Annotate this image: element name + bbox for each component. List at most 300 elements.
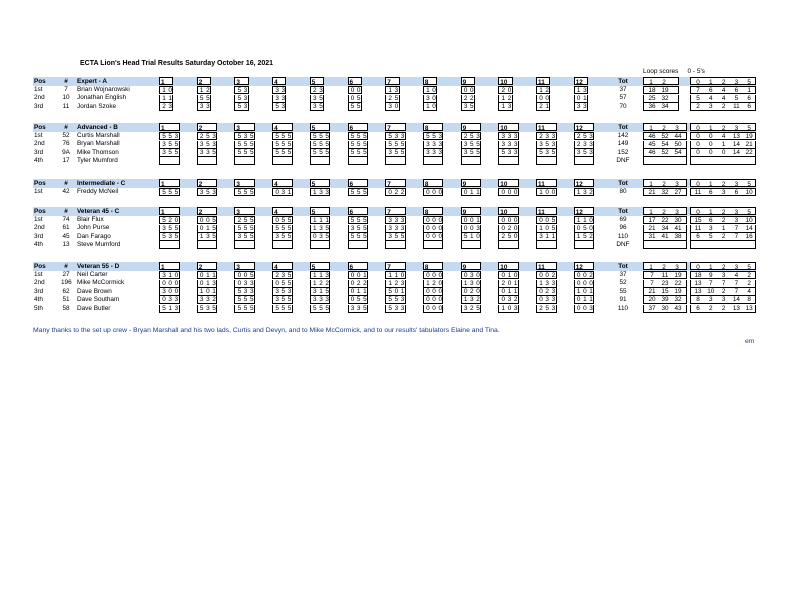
- loop-totals-box: [643, 188, 687, 196]
- loop-score: 3: [394, 217, 399, 225]
- loop-score: 5: [243, 217, 248, 225]
- loop-totals-box: [643, 305, 687, 313]
- section-score-box: [498, 157, 519, 165]
- loop-total: 31: [648, 232, 656, 240]
- loop-score: 5: [356, 102, 361, 110]
- rider-number: 9A: [62, 148, 70, 156]
- rider-row: [33, 94, 756, 102]
- loop-score: 3: [206, 102, 210, 110]
- loop-score: 5: [388, 133, 392, 141]
- loop-score: 0: [199, 279, 204, 287]
- footer-note: Many thanks to the set up crew - Bryan Marshall and his two lads, Curtis and Devyn, and to Mike McCormick, and to our results' tabulators Elaine and Tina.: [33, 327, 500, 334]
- loop-score: 5: [243, 224, 248, 232]
- section-header-box: [310, 179, 331, 187]
- fives-count: 0: [721, 148, 726, 156]
- loop-score: 5: [356, 296, 361, 304]
- loop-score: 5: [350, 189, 355, 197]
- loop-score: 5: [250, 133, 254, 141]
- rider-number: 17: [62, 157, 70, 165]
- loop-score: 5: [281, 217, 286, 225]
- loop-score: 5: [325, 148, 329, 156]
- section-score-box: [234, 216, 255, 224]
- loop-score: 1: [576, 87, 581, 95]
- loop-score: 3: [313, 102, 317, 110]
- loop-total: 22: [674, 279, 682, 287]
- fives-count: 4: [734, 272, 739, 280]
- loop-score: 3: [199, 140, 204, 148]
- section-header-box: [574, 123, 595, 131]
- loop-score: 0: [432, 232, 436, 240]
- loop-score: 3: [275, 296, 279, 304]
- section-number: 9: [462, 209, 467, 217]
- fives-count: 1: [747, 87, 751, 95]
- section-header-box: [159, 123, 180, 131]
- loop-score: 0: [539, 287, 543, 295]
- section-score-box: [385, 233, 406, 241]
- loop-score: 5: [470, 148, 474, 156]
- section-number: 11: [538, 79, 545, 87]
- loop-number: 1: [649, 209, 653, 217]
- loop-score: 5: [545, 140, 549, 148]
- section-score-box: [159, 233, 180, 241]
- loop-score: 5: [363, 217, 367, 225]
- section-score-box: [423, 141, 444, 149]
- section-score-box: [310, 188, 331, 196]
- section-score-box: [574, 233, 595, 241]
- loop-score: 1: [539, 224, 543, 232]
- loop-score: 0: [243, 272, 248, 280]
- loop-score: 5: [237, 296, 242, 304]
- loop-score: 5: [250, 296, 254, 304]
- fives-count: 2: [721, 232, 726, 240]
- loop-score: 1: [313, 272, 317, 280]
- fives-number: 5: [747, 125, 751, 133]
- section-score-box: [159, 188, 180, 196]
- section-header-box: [272, 179, 293, 187]
- section-score-box: [461, 305, 482, 313]
- loop-number: 2: [662, 209, 666, 217]
- loop-score: 0: [513, 272, 518, 280]
- rider-total: 110: [617, 304, 629, 312]
- loop-score: 0: [463, 287, 468, 295]
- section-number: 11: [538, 264, 545, 272]
- loop-score: 0: [476, 287, 480, 295]
- loop-score: 3: [243, 133, 248, 141]
- section-score-box: [536, 149, 557, 157]
- section-score-box: [461, 188, 482, 196]
- loop-score: 3: [394, 87, 399, 95]
- section-score-box: [272, 149, 293, 157]
- section-number: 12: [575, 181, 583, 189]
- loop-score: 0: [470, 224, 474, 232]
- loop-score: 5: [212, 232, 216, 240]
- loop-score: 0: [545, 189, 549, 197]
- section-header-box: [159, 77, 173, 85]
- fives-count: 6: [747, 94, 751, 102]
- loop-score: 5: [350, 133, 355, 141]
- loop-score: 0: [426, 287, 430, 295]
- section-score-box: [272, 103, 286, 111]
- loop-score: 3: [281, 102, 286, 110]
- section-header-box: [385, 123, 406, 131]
- rider-name: Tyler Mumford: [77, 157, 118, 165]
- loop-score: 3: [583, 189, 587, 197]
- loop-score: 5: [168, 133, 172, 141]
- section-number: 6: [349, 181, 354, 189]
- loop-score: 0: [501, 217, 506, 225]
- loop-score: 3: [513, 133, 518, 141]
- section-score-box: [574, 216, 595, 224]
- loop-score: 5: [168, 140, 172, 148]
- loop-score: 3: [539, 140, 543, 148]
- rider-name: Mike McCormick: [77, 279, 125, 287]
- loop-totals-box: [643, 225, 687, 233]
- loop-score: 5: [275, 133, 279, 141]
- loop-score: 1: [168, 304, 172, 312]
- fives-number: 0: [696, 125, 700, 133]
- loop-score: 5: [356, 189, 361, 197]
- loop-score: 3: [476, 133, 480, 141]
- fives-count: 11: [694, 189, 702, 197]
- section-score-box: [498, 132, 519, 140]
- fives-count: 14: [745, 224, 753, 232]
- section-number: 1: [161, 209, 165, 217]
- loop-score: 5: [206, 189, 210, 197]
- fives-count: 6: [696, 304, 700, 312]
- loop-total: 39: [661, 296, 669, 304]
- loop-score: 0: [576, 279, 581, 287]
- fives-count-box: [690, 296, 756, 304]
- loop-score: 2: [325, 279, 329, 287]
- loop-score: 3: [168, 102, 172, 110]
- loop-score: 1: [589, 287, 593, 295]
- loop-score: 5: [470, 102, 474, 110]
- loop-score: 1: [363, 272, 367, 280]
- fives-count: 9: [709, 272, 713, 280]
- loop-totals-box: [643, 241, 687, 249]
- fives-count-box: [690, 95, 756, 103]
- class-header-row: [33, 207, 756, 216]
- loop-score: 2: [589, 189, 593, 197]
- fives-count: 13: [745, 304, 753, 312]
- rider-row: [33, 288, 756, 296]
- loop-score: 1: [501, 304, 506, 312]
- loop-score: 1: [551, 232, 556, 240]
- section-score-box: [159, 305, 180, 313]
- rider-name: Dan Farago: [77, 232, 111, 240]
- section-score-box: [234, 280, 255, 288]
- section-score-box: [197, 188, 218, 196]
- loop-score: 5: [237, 94, 242, 102]
- loop-score: 5: [206, 94, 210, 102]
- section-header-box: [423, 179, 444, 187]
- loop-score: 3: [250, 287, 254, 295]
- loop-score: 5: [174, 189, 179, 197]
- section-score-box: [461, 225, 482, 233]
- section-number: 10: [500, 79, 508, 87]
- fives-number: 3: [734, 264, 739, 272]
- loop-score: 5: [583, 232, 587, 240]
- loop-score: 0: [162, 296, 166, 304]
- section-score-box: [385, 86, 399, 94]
- loop-score: 5: [319, 133, 323, 141]
- section-score-box: [272, 280, 293, 288]
- loop-score: 5: [243, 304, 248, 312]
- fives-number: 1: [709, 125, 713, 133]
- rider-number: 58: [62, 304, 70, 312]
- section-score-box: [423, 157, 444, 165]
- rider-name: Blair Flux: [77, 216, 104, 223]
- loop-score: 5: [250, 232, 254, 240]
- loop-score: 5: [250, 140, 254, 148]
- section-score-box: [310, 216, 331, 224]
- rider-row: [33, 103, 756, 111]
- section-score-box: [159, 216, 180, 224]
- section-header-box: [348, 207, 369, 215]
- loop-score: 2: [470, 304, 474, 312]
- section-score-box: [423, 233, 444, 241]
- section-score-box: [498, 271, 519, 279]
- rider-row: [33, 188, 756, 196]
- loop-score: 5: [199, 304, 204, 312]
- section-score-box: [348, 95, 362, 103]
- loop-score: 5: [287, 296, 292, 304]
- loop-score: 5: [237, 224, 242, 232]
- section-number: 7: [387, 181, 391, 189]
- fives-number: 2: [721, 79, 726, 87]
- loop-score: 0: [470, 87, 474, 95]
- loop-score: 0: [438, 217, 443, 225]
- loop-totals-box: [643, 280, 687, 288]
- fives-number: 0: [696, 181, 700, 189]
- loop-score: 5: [168, 148, 172, 156]
- section-header-box: [159, 207, 180, 215]
- rider-position: 1st: [34, 132, 43, 139]
- section-number: 2: [198, 125, 203, 133]
- loop-score: 1: [388, 87, 392, 95]
- section-number: 6: [349, 209, 354, 217]
- loop-score: 3: [275, 232, 279, 240]
- loop-total: 21: [648, 287, 656, 295]
- section-score-box: [423, 271, 444, 279]
- loop-score: 5: [394, 148, 399, 156]
- loop-score: 1: [539, 189, 543, 197]
- loop-score: 1: [168, 272, 172, 280]
- section-score-box: [574, 86, 588, 94]
- loop-score: 0: [394, 102, 399, 110]
- rider-total: 91: [619, 296, 627, 304]
- loop-score: 5: [237, 148, 242, 156]
- rider-row: [33, 271, 756, 279]
- section-score-box: [272, 188, 293, 196]
- fives-count: 8: [696, 296, 700, 304]
- loop-score: 5: [250, 272, 254, 280]
- loop-total: 46: [648, 148, 656, 156]
- loop-score: 3: [576, 148, 581, 156]
- loop-score: 2: [400, 189, 405, 197]
- fives-count: 22: [745, 148, 753, 156]
- fives-number: 0: [696, 79, 700, 87]
- loop-score: 0: [476, 279, 480, 287]
- loop-score: 5: [237, 304, 242, 312]
- section-score-box: [197, 288, 218, 296]
- section-score-box: [234, 157, 255, 165]
- rider-name: Jonathan English: [77, 94, 127, 102]
- fives-count: 1: [721, 140, 726, 148]
- loops-header-box: [643, 179, 687, 187]
- loop-score: 5: [325, 287, 329, 295]
- loop-total: 44: [674, 133, 682, 141]
- section-header-box: [461, 207, 482, 215]
- section-score-box: [272, 296, 293, 304]
- section-number: 1: [161, 79, 165, 87]
- fives-number: 5: [747, 264, 751, 272]
- loop-total: 32: [661, 94, 669, 102]
- loop-score: 5: [281, 232, 286, 240]
- loop-score: 0: [426, 304, 430, 312]
- loop-score: 5: [470, 140, 474, 148]
- section-header-box: [197, 77, 211, 85]
- rider-total: 142: [617, 132, 629, 139]
- loop-score: 3: [206, 304, 210, 312]
- loop-score: 5: [174, 148, 179, 156]
- section-header-box: [461, 123, 482, 131]
- fives-number: 3: [734, 79, 739, 87]
- rider-position: 2nd: [34, 279, 45, 287]
- fives-count: 4: [721, 87, 726, 95]
- loop-score: 0: [426, 217, 430, 225]
- fives-count: 10: [707, 287, 715, 295]
- section-number: 7: [387, 264, 391, 272]
- loop-score: 5: [356, 140, 361, 148]
- loop-total: 37: [648, 304, 656, 312]
- loop-score: 5: [162, 232, 166, 240]
- loop-score: 5: [551, 224, 556, 232]
- section-score-box: [498, 305, 519, 313]
- class-header-row: [33, 77, 756, 86]
- loop-score: 1: [313, 189, 317, 197]
- loop-score: 3: [394, 133, 399, 141]
- section-number: 9: [462, 181, 467, 189]
- fives-header-box: [690, 207, 756, 215]
- section-score-box: [234, 132, 255, 140]
- fives-count-box: [690, 216, 756, 224]
- loop-score: 3: [243, 279, 248, 287]
- section-score-box: [310, 103, 324, 111]
- section-score-box: [385, 141, 406, 149]
- loop-score: 0: [206, 287, 210, 295]
- loop-score: 0: [432, 102, 436, 110]
- loop-score: 0: [476, 272, 480, 280]
- loop-score: 3: [513, 140, 518, 148]
- loop-score: 3: [250, 279, 254, 287]
- section-score-box: [310, 149, 331, 157]
- loop-score: 0: [463, 87, 468, 95]
- loop-score: 3: [426, 148, 430, 156]
- section-header-box: [197, 262, 218, 270]
- loop-score: 3: [463, 304, 468, 312]
- num-header: #: [64, 180, 68, 187]
- section-header-box: [159, 262, 180, 270]
- loop-score: 5: [287, 279, 292, 287]
- section-score-box: [423, 132, 444, 140]
- num-header: #: [64, 124, 68, 131]
- section-score-box: [348, 86, 362, 94]
- loop-score: 5: [363, 148, 367, 156]
- fives-count: 0: [709, 133, 713, 141]
- loop-score: 5: [350, 140, 355, 148]
- fives-count: 6: [709, 189, 713, 197]
- rider-name: Freddy McNeil: [77, 188, 119, 195]
- loop-totals-box: [643, 157, 687, 165]
- loop-score: 1: [426, 87, 430, 95]
- loop-score: 1: [394, 272, 399, 280]
- loop-score: 3: [583, 140, 587, 148]
- loop-totals-box: [643, 86, 679, 94]
- loop-total: 32: [661, 189, 669, 197]
- loop-score: 5: [281, 296, 286, 304]
- loop-total: 22: [661, 217, 669, 225]
- rider-number: 13: [62, 241, 70, 249]
- loop-score: 3: [470, 279, 474, 287]
- loop-score: 1: [206, 272, 210, 280]
- section-score-box: [423, 216, 444, 224]
- loop-score: 0: [589, 279, 593, 287]
- loop-score: 3: [281, 189, 286, 197]
- loop-score: 0: [432, 87, 436, 95]
- loop-total: 52: [661, 133, 669, 141]
- loop-score: 3: [162, 272, 166, 280]
- loop-score: 0: [507, 217, 512, 225]
- loop-score: 5: [400, 148, 405, 156]
- loop-score: 5: [388, 304, 392, 312]
- rider-number: 27: [62, 271, 70, 278]
- section-header-box: [498, 262, 519, 270]
- section-header-box: [197, 179, 218, 187]
- section-header-box: [536, 207, 557, 215]
- section-header-box: [423, 207, 444, 215]
- loop-score: 0: [432, 296, 436, 304]
- rider-number: 11: [62, 102, 70, 110]
- section-score-box: [197, 103, 211, 111]
- fives-count: 2: [747, 272, 751, 280]
- section-score-box: [234, 288, 255, 296]
- fives-header-box: [690, 262, 756, 270]
- section-score-box: [461, 157, 482, 165]
- section-score-box: [536, 288, 557, 296]
- section-number: 3: [236, 264, 240, 272]
- section-score-box: [461, 233, 482, 241]
- section-score-box: [423, 296, 444, 304]
- loop-score: 2: [319, 279, 323, 287]
- loop-score: 5: [476, 140, 480, 148]
- rider-name: Bryan Marshall: [77, 140, 120, 148]
- loop-score: 2: [206, 87, 210, 95]
- loop-score: 0: [432, 272, 436, 280]
- loop-score: 0: [394, 287, 399, 295]
- loop-score: 5: [363, 224, 367, 232]
- fives-count: 2: [696, 102, 700, 110]
- fives-count: 11: [694, 224, 702, 232]
- section-header-box: [310, 262, 331, 270]
- loop-score: 1: [212, 272, 216, 280]
- loop-score: 2: [539, 133, 543, 141]
- loop-total: 32: [674, 296, 682, 304]
- section-header-box: [234, 262, 255, 270]
- loop-number: 1: [649, 125, 653, 133]
- rider-number: 196: [61, 279, 72, 287]
- loop-score: 3: [394, 304, 399, 312]
